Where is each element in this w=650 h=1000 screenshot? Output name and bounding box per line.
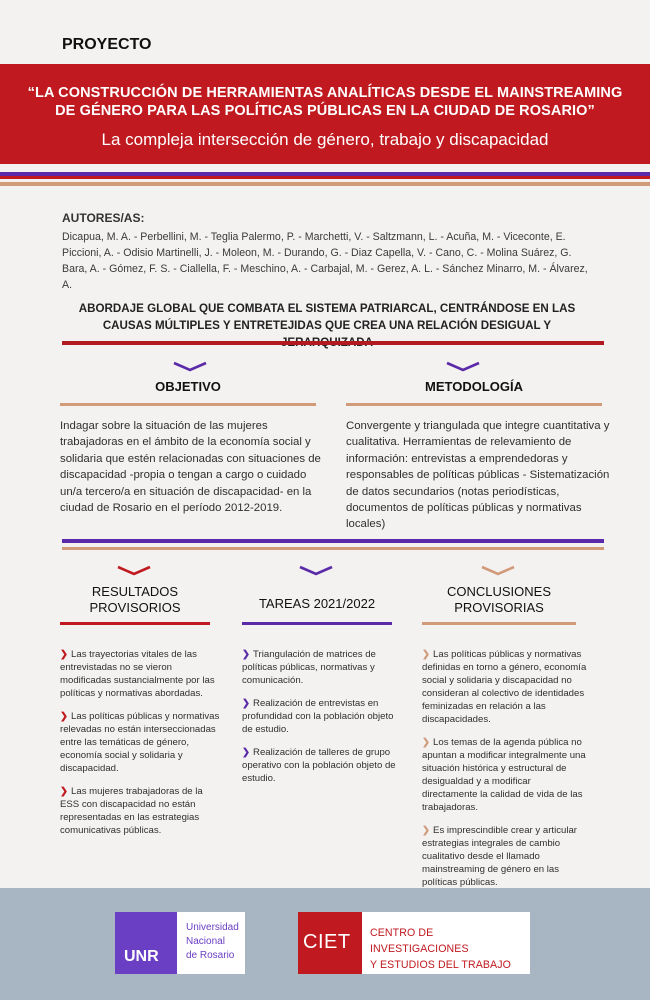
metodologia-text: Convergente y triangulada que integre cuantitativa y cualitativa. Herramientas de relevamiento de información: entrevistas a emprendedoras y responsables de políticas públicas - Sistematización de datos secundarios (notas periodísticas, documentos de políticas públicas y normativas locales) bbox=[346, 420, 610, 531]
objetivo-text: Indagar sobre la situación de las mujeres trabajadoras en el ámbito de la economía social y solidaria que estén relacionadas con situaciones de discapacidad -propia o tengan a cargo o cuidado un/a tercero/a en situación de discapacidad- en la ciudad de Rosario en el período 2012-2019. bbox=[60, 420, 321, 515]
unr-name: Universidad Nacional de Rosario bbox=[186, 922, 239, 961]
chevron-right-icon: ❯ bbox=[242, 698, 251, 709]
list-item: ❯ Los temas de la agenda pública no apuntan a modificar integralmente una situación histórica y estructural de desigualdad y a modificar directamente la calidad de vida de las trabajadoras. bbox=[422, 737, 586, 813]
resultados-underline bbox=[60, 622, 210, 625]
list-item: ❯ Las políticas públicas y normativas relevadas no están interseccionadas entre las temáticas de género, economía social y solidaria y discapacidad. bbox=[60, 711, 220, 774]
tareas-underline bbox=[242, 622, 392, 625]
chevron-right-icon: ❯ bbox=[422, 649, 431, 660]
chevron-right-icon: ❯ bbox=[60, 649, 69, 660]
ciet-logo-mark bbox=[298, 912, 362, 974]
conclusiones-heading-line1: CONCLUSIONES bbox=[446, 584, 552, 599]
chevron-down-icon bbox=[445, 361, 481, 373]
approach-statement: ABORDAJE GLOBAL QUE COMBATA EL SISTEMA PATRIARCAL, CENTRÁNDOSE EN LAS CAUSAS MÚLTIPLES Y ENTRETEJIDAS QUE CREA UNA RELACIÓN DESIGUAL Y bbox=[78, 302, 576, 332]
list-item: ❯ Las mujeres trabajadoras de la ESS con discapacidad no están representadas en las estrategias comunicativas públicas. bbox=[60, 786, 203, 836]
list-item: ❯ Triangulación de matrices de políticas públicas, normativas y comunicación. bbox=[242, 649, 376, 686]
chevron-right-icon: ❯ bbox=[242, 747, 251, 758]
list-item: ❯ Las trayectorias vitales de las entrevistadas no se vieron modificadas sustancialmente por las políticas y normativas abordadas. bbox=[60, 649, 215, 699]
resultados-heading-line1: RESULTADOS bbox=[91, 584, 179, 599]
objetivo-heading: OBJETIVO bbox=[155, 379, 221, 394]
ciet-short: CIET bbox=[303, 931, 351, 953]
metodologia-heading: METODOLOGÍA bbox=[425, 379, 523, 394]
project-subtitle: La compleja intersección de género, trabajo y discapacidad bbox=[101, 130, 549, 149]
chevron-down-icon bbox=[116, 565, 152, 577]
conclusiones-list bbox=[422, 648, 588, 899]
chevron-down-icon bbox=[298, 565, 334, 577]
chevron-right-icon: ❯ bbox=[242, 649, 251, 660]
conclusiones-underline bbox=[422, 622, 576, 625]
resultados-heading-line2: PROVISORIOS bbox=[89, 600, 181, 615]
section-divider bbox=[62, 341, 604, 345]
chevron-right-icon: ❯ bbox=[422, 737, 431, 748]
chevron-down-icon bbox=[172, 361, 208, 373]
project-title: “LA CONSTRUCCIÓN DE HERRAMIENTAS ANALÍTICAS DESDE EL MAINSTREAMING DE GÉNERO PARA LAS POLÍTICAS PÚBLICAS EN LA CIUDAD DE ROSARIO” bbox=[27, 85, 623, 119]
metodologia-underline bbox=[346, 403, 602, 406]
list-item: ❯ Es imprescindible crear y articular estrategias integrales de cambio cualitativo desde el llamado mainstreaming de género en las políticas públicas. bbox=[422, 825, 577, 888]
tareas-heading: TAREAS 2021/2022 bbox=[258, 596, 376, 611]
divider-tan bbox=[0, 182, 650, 186]
resultados-heading bbox=[60, 584, 210, 616]
chevron-right-icon: ❯ bbox=[422, 825, 431, 836]
objetivo-underline bbox=[60, 403, 316, 406]
title-banner bbox=[0, 64, 650, 164]
tareas-list bbox=[242, 648, 400, 795]
ciet-name: CENTRO DE INVESTIGACIONES Y ESTUDIOS DEL TRABAJO bbox=[370, 927, 511, 971]
conclusiones-heading bbox=[422, 584, 576, 616]
unr-short: UNR bbox=[124, 948, 159, 965]
list-item: ❯ Realización de talleres de grupo operativo con la población objeto de estudio. bbox=[242, 747, 396, 784]
chevron-right-icon: ❯ bbox=[60, 711, 69, 722]
section-divider-tan bbox=[62, 547, 604, 550]
section-divider-purple bbox=[62, 539, 604, 543]
list-item: ❯ Las políticas públicas y normativas definidas en torno a género, economía social y solidaria y discapacidad no consideran al colectivo de identidades feminizadas en relación a las discapacidades. bbox=[422, 649, 587, 725]
unr-logo-mark bbox=[115, 912, 177, 974]
conclusiones-heading-line2: PROVISORIAS bbox=[454, 600, 544, 615]
resultados-list bbox=[60, 648, 220, 847]
authors-heading: AUTORES/AS: bbox=[62, 211, 145, 225]
chevron-right-icon: ❯ bbox=[60, 786, 69, 797]
authors-list: Dicapua, M. A. - Perbellini, M. - Teglia Palermo, P. - Marchetti, V. - Saltzmann, L. - Acuña, M. - Viceconte, E. Piccioni, A. - Odisio Martinelli, J. - Moleon, M. - Durando, G. - Diaz Capella, V. - Cano, C. - Molina Suárez, G. Bara, A. - Gómez, F. S. - Ciallella, F. - Meschino, A. - Carbajal, M. - Gerez, A. L. - Sánchez Minarro, M. - Álvarez, A. bbox=[62, 231, 588, 291]
project-label: PROYECTO bbox=[62, 36, 152, 53]
chevron-down-icon bbox=[480, 565, 516, 577]
divider-red bbox=[0, 176, 650, 179]
list-item: ❯ Realización de entrevistas en profundidad con la población objeto de estudio. bbox=[242, 698, 394, 735]
